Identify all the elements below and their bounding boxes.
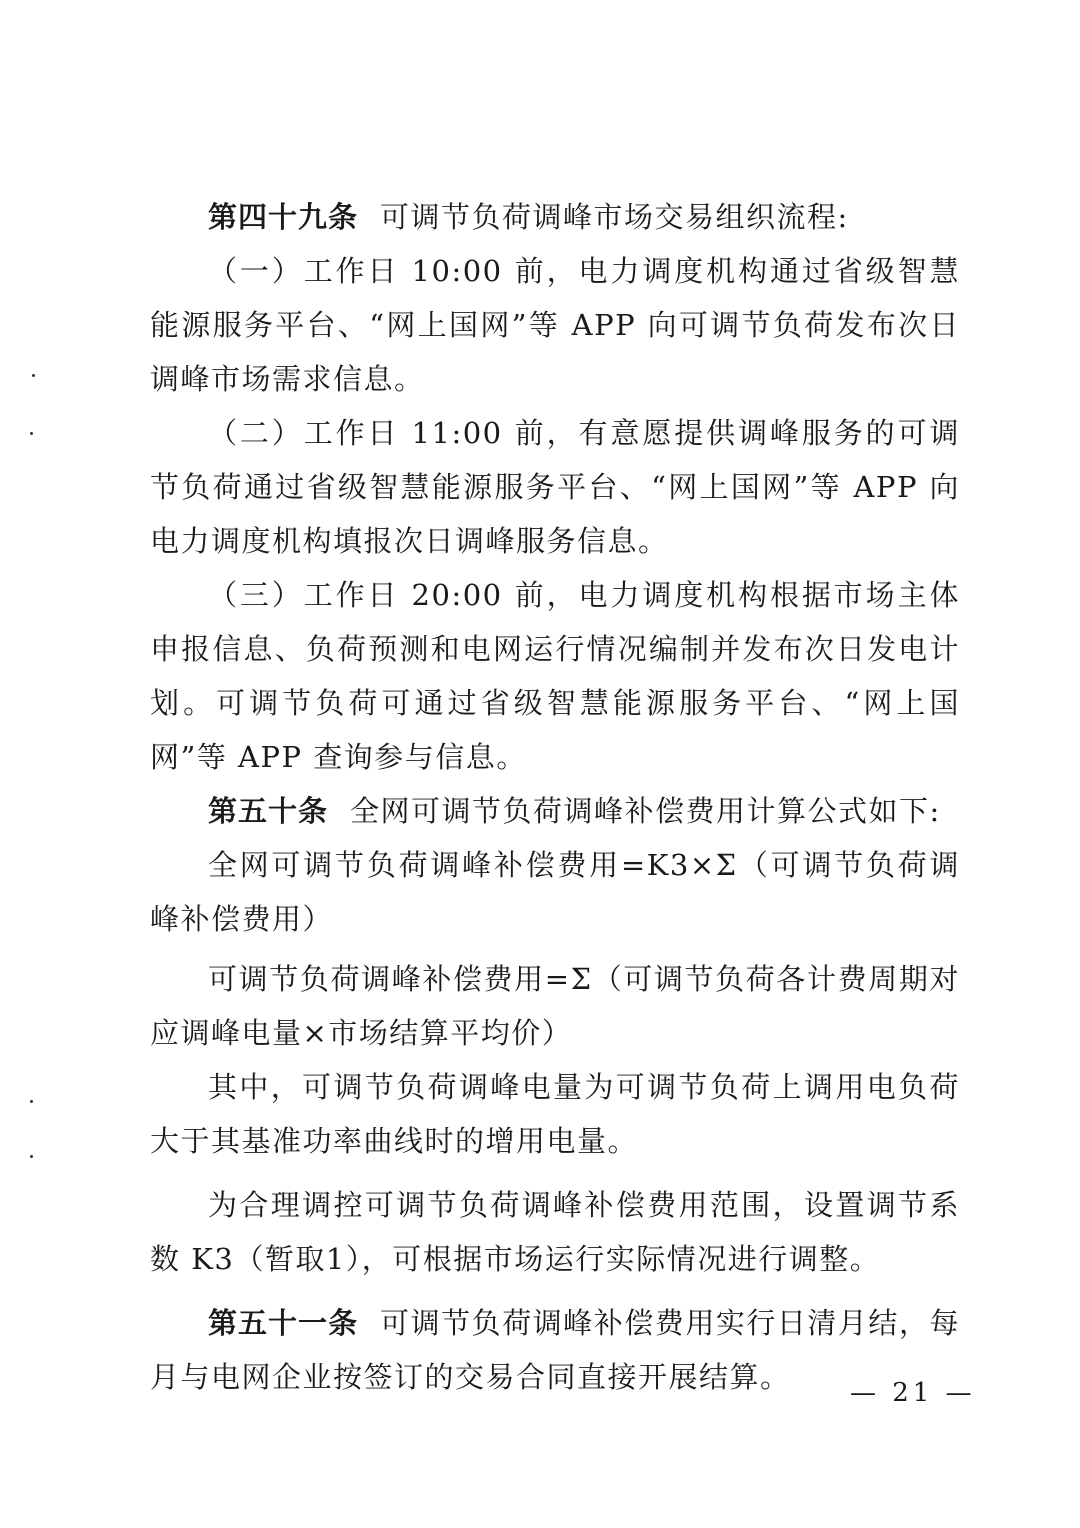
article-50-paragraph: [150, 784, 960, 838]
formula-total: 全网可调节负荷调峰补偿费用=K3×Σ（可调节负荷调峰补偿费用）: [150, 848, 960, 936]
body-text: [150, 190, 960, 1404]
binding-dot: [30, 1155, 33, 1158]
article-51-text: 可调节负荷调峰补偿费用实行日清月结，每月与电网企业按签订的交易合同直接开展结算。: [150, 1306, 960, 1394]
article-49-text: 可调节负荷调峰市场交易组织流程:: [380, 200, 849, 234]
procedure-step-2: （二）工作日 11:00 前，有意愿提供调峰服务的可调节负荷通过省级智慧能源服务平台、“网上国网”等 APP 向电力调度机构填报次日调峰服务信息。: [150, 416, 960, 558]
article-49-heading: 第四十九条: [208, 200, 359, 234]
page-number: — 21 —: [850, 1378, 976, 1408]
article-51-heading: 第五十一条: [208, 1306, 359, 1340]
formula-note-1: 其中，可调节负荷调峰电量为可调节负荷上调用电负荷大于其基准功率曲线时的增用电量。: [150, 1070, 960, 1158]
article-50-heading: 第五十条: [208, 794, 329, 828]
article-51-paragraph: [150, 1296, 960, 1404]
formula-note-2: 为合理调控可调节负荷调峰补偿费用范围，设置调节系数 K3（暂取1），可根据市场运行实际情况进行调整。: [150, 1188, 960, 1276]
procedure-step-3: （三）工作日 20:00 前，电力调度机构根据市场主体申报信息、负荷预测和电网运行情况编制并发布次日发电计划。可调节负荷可通过省级智慧能源服务平台、“网上国网”等 APP 查询参与信息。: [150, 578, 960, 774]
formula-individual: 可调节负荷调峰补偿费用=Σ（可调节负荷各计费周期对应调峰电量×市场结算平均价）: [150, 962, 960, 1050]
binding-dot: [32, 374, 35, 377]
article-49-paragraph: [150, 190, 960, 244]
procedure-step-1: （一）工作日 10:00 前，电力调度机构通过省级智慧能源服务平台、“网上国网”等 APP 向可调节负荷发布次日调峰市场需求信息。: [150, 254, 960, 396]
binding-dot: [30, 432, 33, 435]
article-50-text: 全网可调节负荷调峰补偿费用计算公式如下:: [350, 794, 941, 828]
binding-dot: [30, 1100, 33, 1103]
